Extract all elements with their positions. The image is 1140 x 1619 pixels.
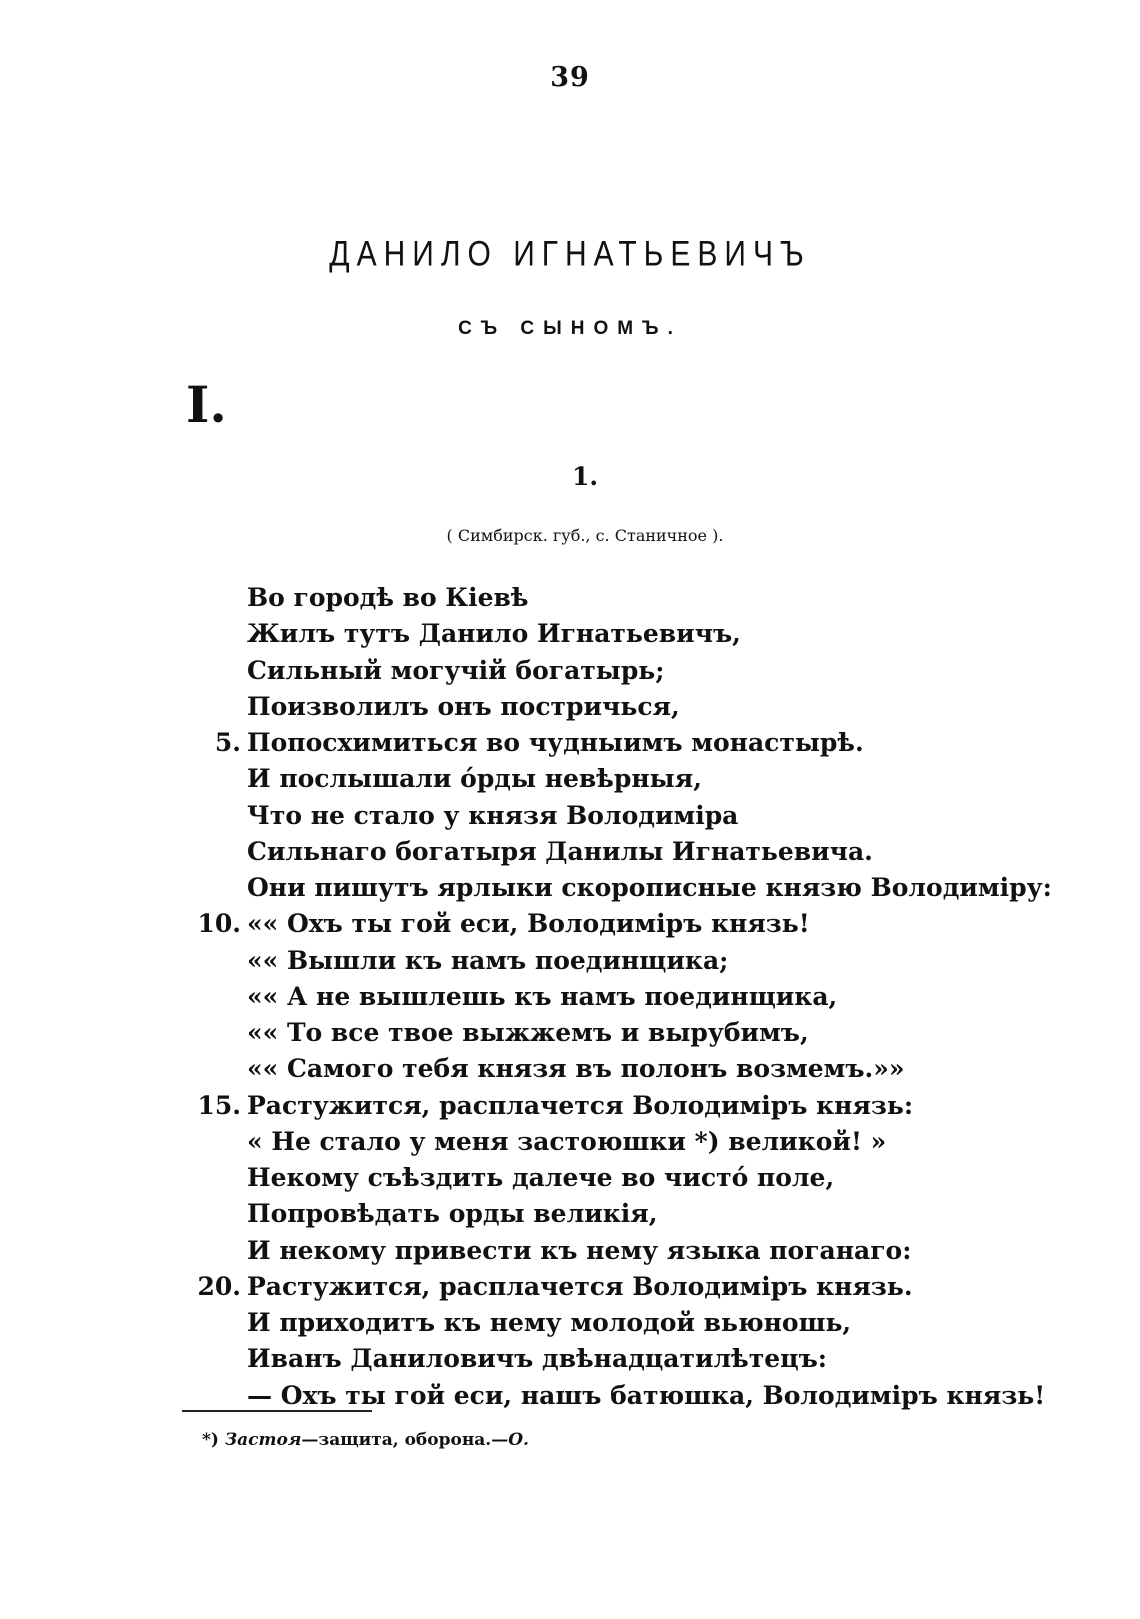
poem-line: [0, 1160, 1140, 1196]
line-text: Некому съѣздить далече во чисто́ поле,: [247, 1163, 835, 1192]
line-text: И некому привести къ нему языка поганаго:: [247, 1235, 912, 1265]
line-text: Иванъ Даниловичъ двѣнадцатилѣтецъ:: [247, 1344, 827, 1374]
line-text: «« А не вышлешь къ намъ поединщика,: [247, 981, 838, 1011]
line-text: «« Самого тебя князя въ полонъ возмемъ.»»: [247, 1054, 905, 1084]
poem-text: [0, 580, 1140, 1414]
line-number: 5.: [214, 728, 241, 757]
page-number: 39: [550, 62, 590, 93]
footnote-source: О.: [508, 1430, 529, 1450]
poem-line: [0, 979, 1140, 1015]
footnote-definition: —защита, оборона.—: [301, 1430, 509, 1450]
line-text: «« Охъ ты гой еси, Володиміръ князь!: [247, 909, 810, 939]
footnote-term: Застоя: [224, 1430, 302, 1450]
section-numeral: I.: [186, 375, 227, 434]
location-note: ( Симбирск. губ., с. Станичное ).: [446, 526, 724, 545]
poem-line: [0, 798, 1140, 834]
line-text: — Охъ ты гой еси, нашъ батюшка, Володиміръ князь!: [247, 1380, 1046, 1410]
poem-line: [0, 1378, 1140, 1414]
line-text: И послышали о́рды невѣрныя,: [247, 764, 702, 794]
poem-line: [0, 906, 1140, 942]
poem-line: [0, 1269, 1140, 1305]
line-text: Сильнаго богатыря Данилы Игнатьевича.: [247, 836, 873, 866]
line-text: Растужится, расплачется Володиміръ князь:: [247, 1090, 914, 1120]
line-text: «« Вышли къ намъ поединщика;: [247, 945, 729, 975]
line-text: Что не стало у князя Володиміра: [247, 800, 739, 830]
footnote-divider: [182, 1410, 372, 1412]
poem-line: [0, 689, 1140, 725]
footnote-marker: *): [202, 1430, 219, 1450]
poem-line: [0, 580, 1140, 616]
line-text: Во городѣ во Кіевѣ: [247, 583, 529, 612]
poem-line: [0, 1233, 1140, 1269]
poem-line: [0, 1341, 1140, 1377]
poem-line: [0, 870, 1140, 906]
poem-line: [0, 653, 1140, 689]
line-text: Жилъ тутъ Данило Игнатьевичъ,: [247, 619, 741, 649]
poem-line: [0, 616, 1140, 652]
line-text: Сильный могучій богатырь;: [247, 655, 665, 685]
poem-number: 1.: [571, 462, 599, 491]
poem-line: [0, 1088, 1140, 1124]
poem-line: [0, 1051, 1140, 1087]
line-text: Растужится, расплачется Володиміръ князь.: [247, 1271, 913, 1301]
footnote: [202, 1430, 529, 1450]
page-title: ДАНИЛО ИГНАТЬЕВИЧЪ: [329, 234, 811, 274]
line-text: Поизволилъ онъ постричься,: [247, 691, 680, 721]
poem-line: [0, 834, 1140, 870]
poem-line: [0, 1124, 1140, 1160]
page-subtitle: СЪ СЫНОМЪ.: [458, 318, 682, 339]
line-text: « Не стало у меня застоюшки *) великой! »: [247, 1126, 887, 1156]
poem-line: [0, 1305, 1140, 1341]
poem-line: [0, 1196, 1140, 1232]
line-number: 15.: [197, 1090, 241, 1120]
line-number: 20.: [197, 1271, 241, 1301]
line-text: Попосхимиться во чудныимъ монастырѣ.: [247, 728, 864, 757]
line-text: Они пишутъ ярлыки скорописные князю Володиміру:: [247, 873, 1052, 902]
poem-line: [0, 725, 1140, 761]
poem-line: [0, 943, 1140, 979]
line-text: «« То все твое выжжемъ и вырубимъ,: [247, 1018, 809, 1047]
line-text: Попровѣдать орды великія,: [247, 1199, 658, 1229]
poem-line: [0, 761, 1140, 797]
line-number: 10.: [197, 909, 241, 939]
line-text: И приходитъ къ нему молодой вьюношь,: [247, 1308, 852, 1337]
poem-line: [0, 1015, 1140, 1051]
